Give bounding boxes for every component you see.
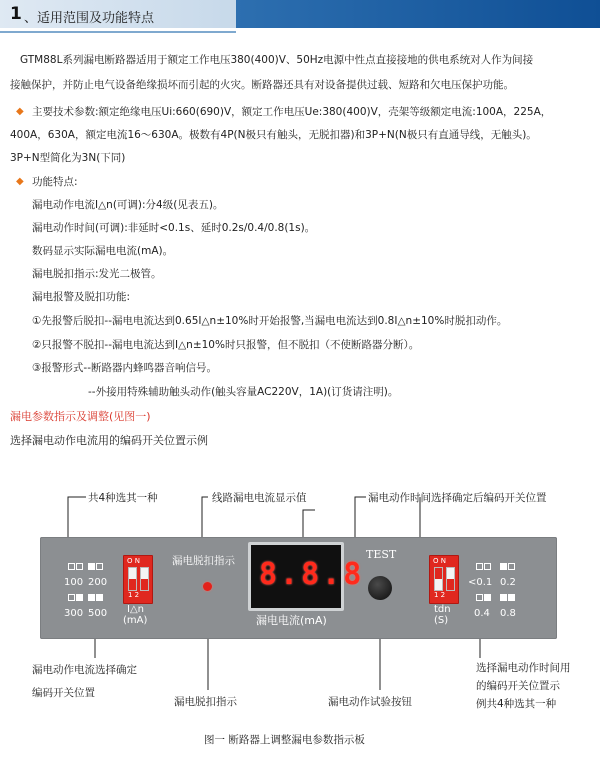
current-unit-symbol: I△n (127, 604, 144, 615)
callout-bottom-right-3: 例共4种选其一种 (476, 698, 557, 710)
time-opt-04: 0.4 (474, 608, 490, 619)
callout-bottom-right-2: 的编码开关位置示 (476, 680, 560, 692)
dip-on-label: O N (433, 557, 446, 565)
callout-bottom-left-1: 漏电动作电流选择确定 (32, 664, 137, 676)
section-subtitle: 选择漏电动作电流用的编码开关位置示例 (10, 434, 208, 447)
switch-pos-08-icon (500, 594, 507, 601)
feature-item: ①先报警后脱扣--漏电电流达到0.65I△n±10%时开始报警,当漏电电流达到0.8I△n±10%时脱扣动作。 (32, 315, 508, 327)
dip-num-label: 1 2 (434, 591, 446, 599)
dip-num-label: 1 2 (128, 591, 140, 599)
time-unit-symbol: tdn (434, 604, 451, 615)
switch-pos-100-icon (68, 563, 75, 570)
display-digits: 8.8.8 (259, 557, 365, 592)
intro-line-2: 接触保护，并防止电气设备绝缘损坏而引起的火灾。断路器还具有对设备提供过载、短路和欠电压保护功能。 (10, 79, 514, 91)
feature-item: 漏电动作电流I△n(可调):分4级(见表五)。 (32, 199, 224, 211)
time-opt-02: 0.2 (500, 577, 516, 588)
switch-pos-04-icon (484, 594, 491, 601)
callout-bottom-mid1: 漏电脱扣指示 (174, 696, 237, 708)
feature-item: 漏电脱扣指示:发光二极管。 (32, 268, 162, 280)
callout-top-right: 漏电动作时间选择确定后编码开关位置 (368, 492, 547, 504)
bullet-diamond-icon: ◆ (16, 106, 24, 117)
time-unit-s: (S) (434, 615, 449, 626)
switch-pos-500-icon (96, 594, 103, 601)
test-button[interactable] (368, 576, 392, 600)
intro-line-1: GTM88L系列漏电断路器适用于额定工作电压380(400)V、50Hz电源中性点直接接地的供电系统对人作为间接 (20, 54, 534, 66)
switch-pos-100-icon (76, 563, 83, 570)
switch-pos-300-icon (76, 594, 83, 601)
dip-slot (446, 567, 455, 591)
header-title: 、适用范围及功能特点 (24, 11, 155, 26)
section-title: 漏电参数指示及调整(见图一) (10, 410, 151, 423)
callout-bottom-right-1: 选择漏电动作时间用 (476, 662, 571, 674)
callout-bottom-left-2: 编码开关位置 (32, 687, 95, 699)
header-number: 1 (10, 4, 22, 24)
test-label: TEST (366, 548, 397, 561)
params-line-2: 400A，630A，额定电流16～630A。极数有4P(N极只有触头，无脱扣器)和3P+N(N极只有直通导线，无触头)。 (10, 129, 537, 141)
feature-item: 漏电报警及脱扣功能: (32, 291, 131, 303)
dip-slot (434, 567, 443, 591)
time-dip-switch[interactable] (429, 555, 459, 604)
switch-pos-200-icon (88, 563, 95, 570)
current-opt-200: 200 (88, 577, 108, 588)
callout-top-left: 共4种选其一种 (88, 492, 158, 504)
switch-pos-04-icon (476, 594, 483, 601)
switch-pos-02-icon (500, 563, 507, 570)
current-dip-switch[interactable] (123, 555, 153, 604)
callout-bottom-mid2: 漏电动作试验按钮 (328, 696, 412, 708)
switch-pos-300-icon (68, 594, 75, 601)
callout-line-display (303, 510, 315, 540)
figure-caption: 图一 断路器上调整漏电参数指示板 (204, 734, 365, 746)
switch-pos-500-icon (88, 594, 95, 601)
feature-item: --外接用特殊辅助触头动作(触头容量AC220V，1A)(订货请注明)。 (88, 386, 399, 398)
params-line-1: 主要技术参数:额定绝缘电压Ui:660(690)V，额定工作电压Ue:380(400)V，壳架等级额定电流:100A，225A， (32, 106, 552, 118)
callout-top-mid: 线路漏电电流显示值 (212, 492, 307, 504)
current-opt-300: 300 (64, 608, 84, 619)
dip-slot (128, 567, 137, 591)
leakage-current-display (248, 542, 365, 611)
feature-item: ③报警形式--断路器内蜂鸣器音响信号。 (32, 362, 217, 374)
current-opt-500: 500 (88, 608, 108, 619)
switch-pos-01-icon (476, 563, 483, 570)
trip-indicator-label: 漏电脱扣指示 (172, 555, 235, 567)
display-label: 漏电电流(mA) (256, 614, 327, 627)
bullet-diamond-icon: ◆ (16, 176, 24, 187)
current-opt-100: 100 (64, 577, 84, 588)
time-opt-01: <0.1 (468, 577, 493, 588)
trip-led-icon (203, 582, 212, 591)
feature-item: 数码显示实际漏电电流(mA)。 (32, 245, 174, 257)
switch-pos-02-icon (508, 563, 515, 570)
dip-on-label: O N (127, 557, 140, 565)
params-line-3: 3P+N型简化为3N(下同) (10, 152, 126, 164)
switch-pos-08-icon (508, 594, 515, 601)
switch-pos-200-icon (96, 563, 103, 570)
current-unit-ma: (mA) (123, 615, 148, 626)
switch-pos-01-icon (484, 563, 491, 570)
dip-slot (140, 567, 149, 591)
time-opt-08: 0.8 (500, 608, 516, 619)
features-heading: 功能特点: (32, 176, 78, 188)
feature-item: ②只报警不脱扣--漏电电流达到I△n±10%时只报警，但不脱扣（不使断路器分断）。 (32, 339, 420, 351)
feature-item: 漏电动作时间(可调):非延时<0.1s、延时0.2s/0.4/0.8(1s)。 (32, 222, 316, 234)
